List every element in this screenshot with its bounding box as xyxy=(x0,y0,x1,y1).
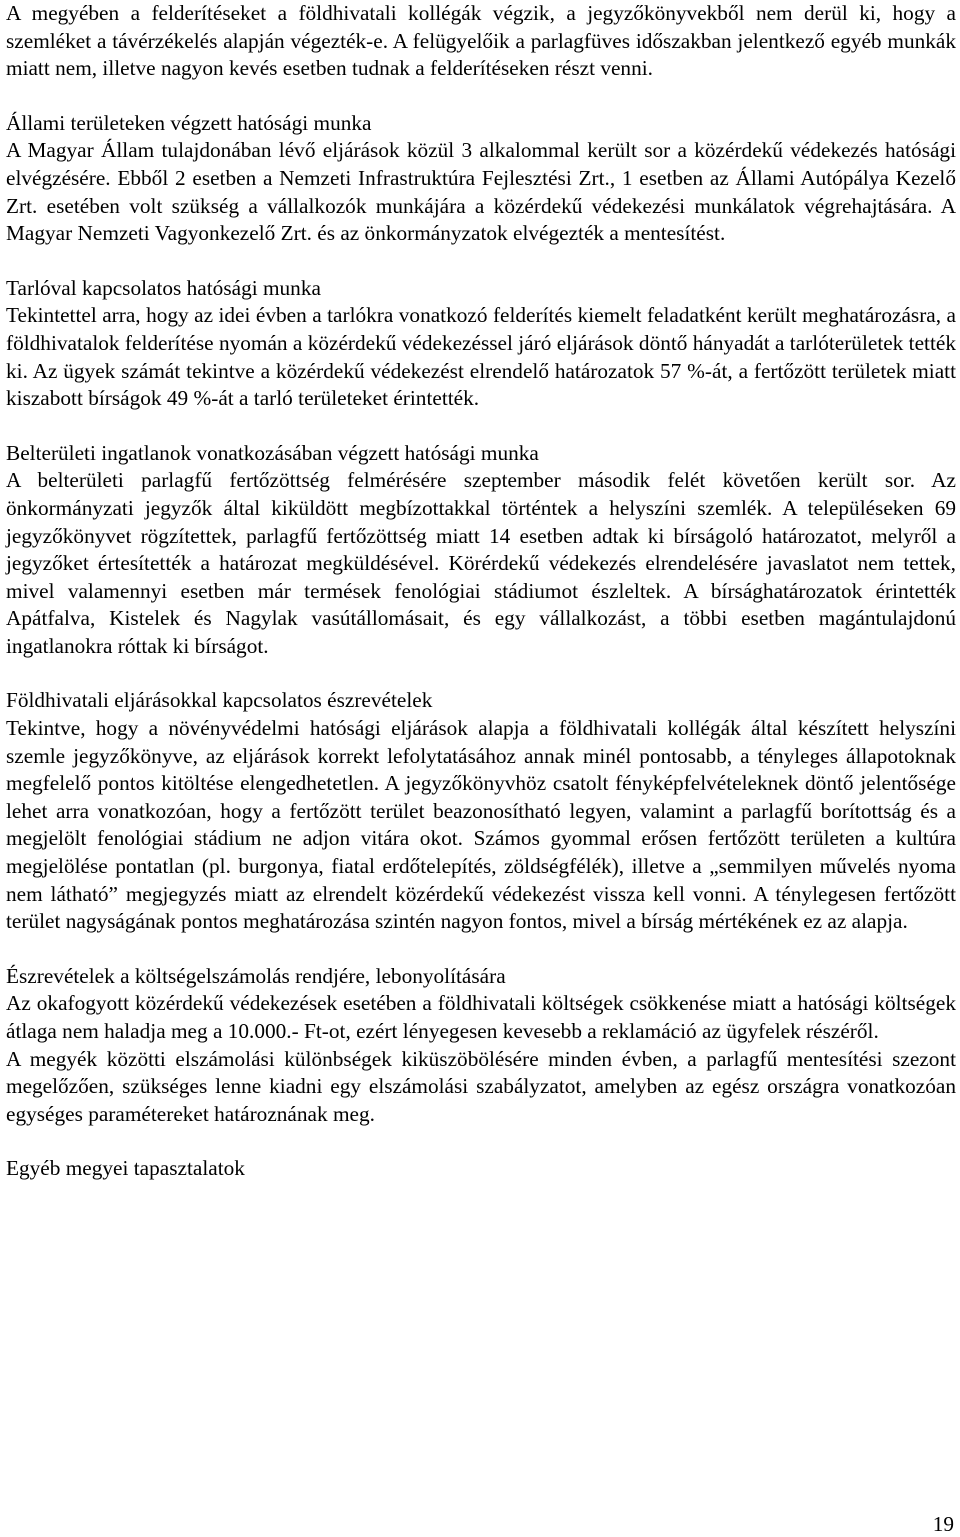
paragraph-spacer xyxy=(6,83,956,110)
section-body-inner-areas: A belterületi parlagfű fertőzöttség felmérésére szeptember második felét követően került sor. Az önkormányzati jegyzők által kiküldött megbízottakkal történtek a helyszíni szemlék. A településeken 69 jegyzőkönyvet rögzítettek, parlagfű fertőzöttség miatt 14 esetben adtak ki bírságoló határozatot, melyről a jegyzőket értesítették a határozat megküldésével. Körérdekű védekezés elrendelésére javaslatot nem tettek, mivel valamennyi esetben már termések fenológiai stádiumot észleltek. A bírsághatározatok érintették Apátfalva, Kistelek és Nagylak vasútállomásait, és egy vállalkozást, a többi esetben magántulajdonú ingatlanokra róttak ki bírságot. xyxy=(6,468,956,658)
section-heading-other-experiences: Egyéb megyei tapasztalatok xyxy=(6,1156,245,1181)
section-heading-cost-accounting: Észrevételek a költségelszámolás rendjére, lebonyolítására xyxy=(6,963,506,988)
section-body-land-office: Tekintve, hogy a növényvédelmi hatósági eljárások alapja a földhivatali kollégák által készített helyszíni szemle jegyzőkönyve, az eljárások korrekt lefolytatásához annak minél pontosabb, a tényleges állapotoknak megfelelő pontos kitöltése elengedhetetlen. A jegyzőkönyvhöz csatolt fényképfelvételeknek döntő jelentősége lehet arra vonatkozóan, hogy a fertőzött terület beazonosítható legyen, valamint a parlagfű borítottság és a megjelölt fenológiai stádium ne adjon vitára okot. Számos gyommal erősen fertőzött területen a kultúra megjelölése pontatlan (pl. burgonya, fiatal erdőtelepítés, zöldségfélék), illetve a „semmilyen művelés nyoma nem látható” megjegyzés miatt az elrendelt közérdekű védekezést vissza kell vonni. A ténylegesen fertőzött terület nagyságának pontos meghatározása szintén nagyon fontos, mivel a bírság mértékének ez az alapja. xyxy=(6,716,956,934)
paragraph-spacer xyxy=(6,1128,956,1155)
section-heading-stubble: Tarlóval kapcsolatos hatósági munka xyxy=(6,275,321,300)
paragraph-spacer xyxy=(6,936,956,963)
document-page xyxy=(6,0,956,1183)
intro-paragraph: A megyében a felderítéseket a földhivatali kollégák végzik, a jegyzőkönyvekből nem derül ki, hogy a szemléket a távérzékelés alapján végezték-e. A felügyelőik a parlagfüves időszakban jelentkező egyéb munkák miatt nem, illetve nagyon kevés esetben tudnak a felderítéseken részt venni. xyxy=(6,1,956,81)
section-body-cost-accounting-2: A megyék közötti elszámolási különbségek kiküszöbölésére minden évben, a parlagfű mentesítési szezont megelőzően, szükséges lenne kiadni egy elszámolási szabályzatot, amelyben az egész országra vonatkozóan egységes paramétereket határoznának meg. xyxy=(6,1046,956,1126)
section-heading-inner-areas: Belterületi ingatlanok vonatkozásában végzett hatósági munka xyxy=(6,440,539,465)
section-body-state-lands: A Magyar Állam tulajdonában lévő eljárások közül 3 alkalommal került sor a közérdekű védekezés hatósági elvégzésére. Ebből 2 esetben a Nemzeti Infrastruktúra Fejlesztési Zrt., 1 esetben az Állami Autópálya Kezelő Zrt. esetében volt szükség a vállalkozók munkájára a közérdekű védekezési munkálatok végrehajtására. A Magyar Nemzeti Vagyonkezelő Zrt. és az önkormányzatok elvégezték a mentesítést. xyxy=(6,138,956,246)
paragraph-spacer xyxy=(6,248,956,275)
page-number: 19 xyxy=(932,1512,954,1536)
paragraph-spacer xyxy=(6,413,956,440)
section-heading-land-office: Földhivatali eljárásokkal kapcsolatos észrevételek xyxy=(6,688,433,713)
section-body-cost-accounting-1: Az okafogyott közérdekű védekezések esetében a földhivatali költségek csökkenése miatt a hatósági költségek átlaga nem haladja meg a 10.000.- Ft-ot, ezért lényegesen kevesebb a reklamáció az ügyfelek részéről. xyxy=(6,991,956,1043)
paragraph-spacer xyxy=(6,660,956,687)
section-heading-state-lands: Állami területeken végzett hatósági munka xyxy=(6,110,372,135)
section-body-stubble: Tekintettel arra, hogy az idei évben a tarlókra vonatkozó felderítés kiemelt feladatként került meghatározásra, a földhivatalok felderítése nyomán a közérdekű védekezéssel járó eljárások döntő hányadát a tarlóterületek tették ki. Az ügyek számát tekintve a közérdekű védekezést elrendelő határozatok 57 %-át, a fertőzött területek miatt kiszabott bírságok 49 %-át a tarló területeket érintették. xyxy=(6,303,956,411)
